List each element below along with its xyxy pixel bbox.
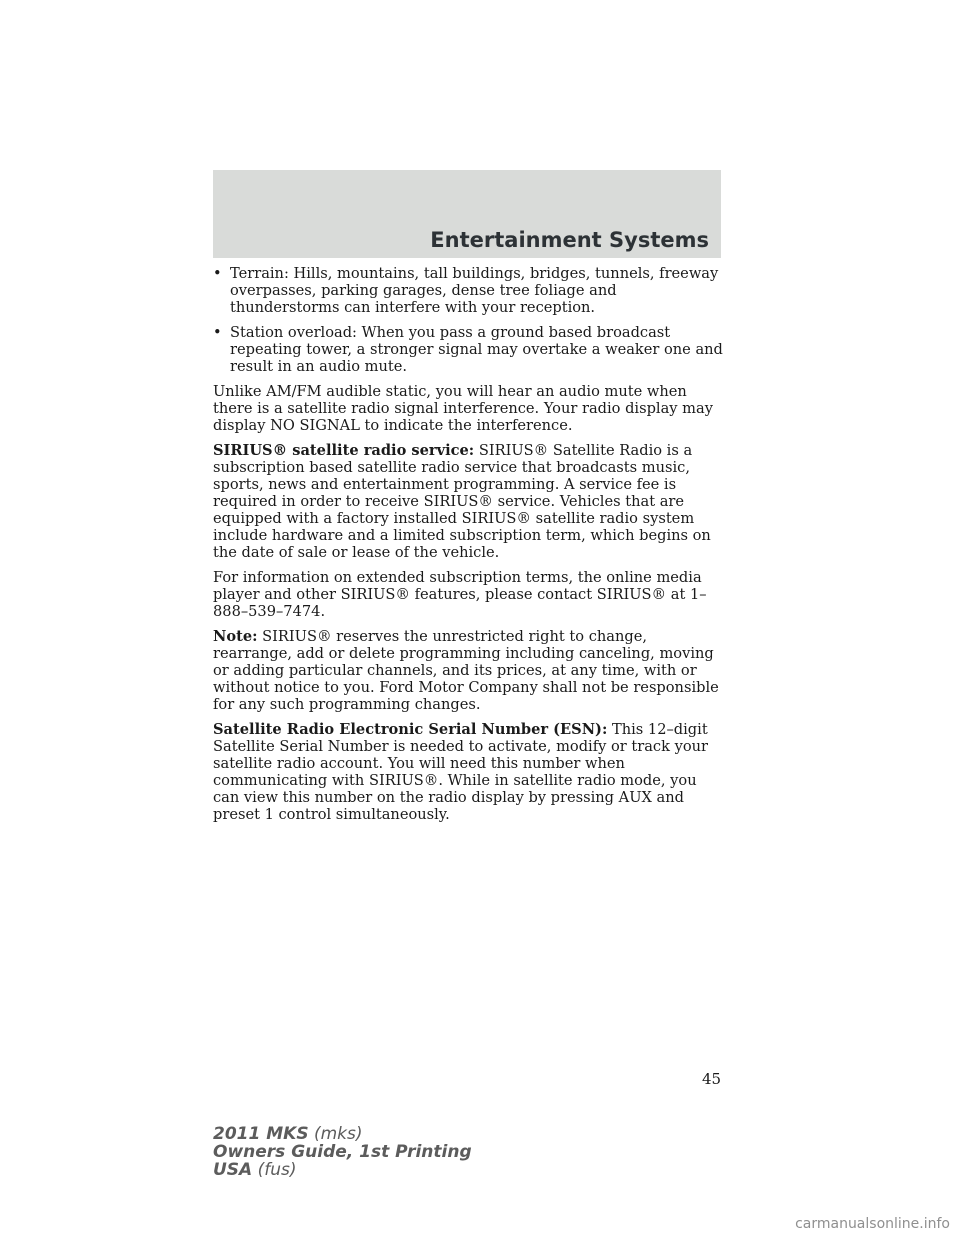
page-content xyxy=(213,265,723,831)
paragraph-text: This 12–digit Satellite Serial Number is needed to activate, modify or track your satellite radio account. You will need this number when communicating with SIRIUS®. While in satellite radio mode, you can view this number on the radio display by pressing AUX and preset 1 control simultaneously. xyxy=(213,721,708,823)
paragraph-sirius-service xyxy=(213,442,723,561)
bullet-text: Station overload: When you pass a ground based broadcast repeating tower, a stronger signal may overtake a weaker one and result in an audio mute. xyxy=(230,324,723,375)
paragraph-label: Satellite Radio Electronic Serial Number (ESN): xyxy=(213,721,608,738)
paragraph-label: Note: xyxy=(213,628,258,645)
footer-model-code: (mks) xyxy=(313,1124,363,1144)
paragraph-text: SIRIUS® reserves the unrestricted right to change, rearrange, add or delete programming including canceling, moving or adding particular channels, and its prices, at any time, with or without notice to you. Ford Motor Company shall not be responsible for any such programming changes. xyxy=(213,628,719,713)
footer-model: 2011 MKS xyxy=(213,1124,309,1144)
paragraph-label: SIRIUS® satellite radio service: xyxy=(213,442,475,459)
footer-market-code: (fus) xyxy=(257,1160,297,1180)
footer-line-market xyxy=(213,1161,472,1179)
bullet-item-station-overload xyxy=(213,324,723,375)
page-number: 45 xyxy=(702,1070,722,1088)
document-footer xyxy=(213,1125,472,1179)
paragraph-note xyxy=(213,628,723,713)
section-title: Entertainment Systems xyxy=(430,228,709,252)
footer-market: USA xyxy=(213,1160,253,1180)
bullet-text: Terrain: Hills, mountains, tall buildings, bridges, tunnels, freeway overpasses, parking garages, dense tree foliage and thunderstorms can interfere with your reception. xyxy=(230,265,719,316)
footer-line-model xyxy=(213,1125,472,1143)
bullet-item-terrain xyxy=(213,265,723,316)
watermark-link[interactable]: carmanualsonline.info xyxy=(795,1216,950,1232)
footer-line-guide: Owners Guide, 1st Printing xyxy=(213,1142,472,1162)
paragraph-extended-subscription: For information on extended subscription terms, the online media player and other SIRIUS® features, please contact SIRIUS® at 1–888–539–7474. xyxy=(213,569,707,620)
paragraph-text: SIRIUS® Satellite Radio is a subscription based satellite radio service that broadcasts music, sports, news and entertainment programming. A service fee is required in order to receive SIRIUS® service. Vehicles that are equipped with a factory installed SIRIUS® satellite radio system include hardware and a limited subscription term, which begins on the date of sale or lease of the vehicle. xyxy=(213,442,711,561)
paragraph-esn xyxy=(213,721,723,823)
bullet-mark: • xyxy=(213,265,222,282)
section-header-band xyxy=(213,170,721,258)
paragraph-audio-mute: Unlike AM/FM audible static, you will hear an audio mute when there is a satellite radio signal interference. Your radio display may display NO SIGNAL to indicate the interference. xyxy=(213,383,713,434)
bullet-mark: • xyxy=(213,324,222,341)
